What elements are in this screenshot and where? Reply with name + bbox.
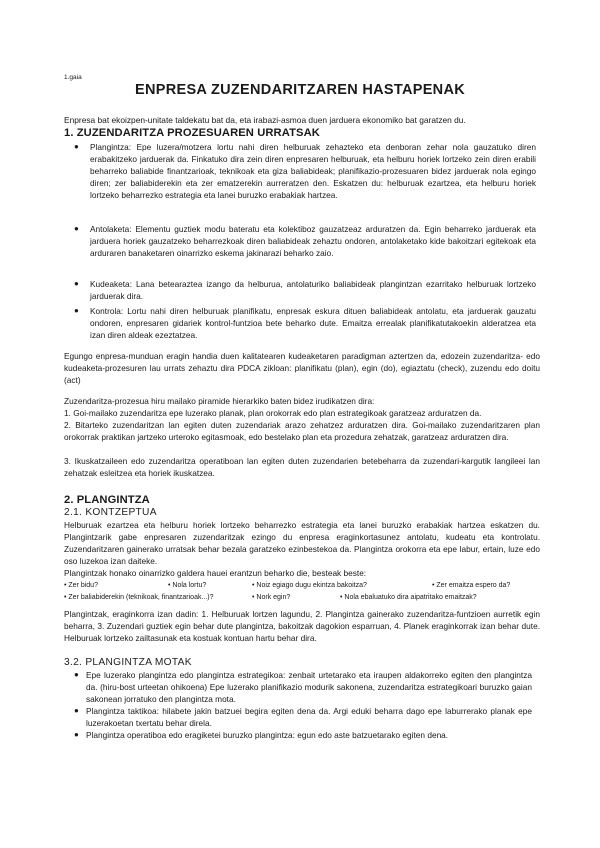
page-label: 1.gaia xyxy=(64,74,82,81)
bullet-plangintza: Plangintza: Epe luzera/motzera lortu nahi diren helburuak zehazteko eta denboran zehar nola gauzatuko diren erabakitzeko jarduerak da. Finkatuko dira zein diren enpresaren helburuak, eta helburu horiek lortzeko zein diren erabili beharreko baliabide finantzarioak, teknikoak eta giza baliabideak; planifikazio-prozesuaren bidez jarduerak nola egingo diren; zer baliabiderekin eta zer ematzerekin aurreratzen den. Eskatzen du: helburuak ezartzea, eta helburu horiek lortzeko beharrezko estrategia eta lanei buruzko erabakiak hartzea. xyxy=(90,142,536,201)
question-item: • Nork egin? xyxy=(252,594,291,601)
pdca-paragraph: Egungo enpresa-munduan eragin handia duen kalitatearen kudeaketaren paradigman aztertzen da, edozein zuzendaritza- edo kudeaketa-prozesuren lau urrats zehaztu dira PDCA zikloan: planifikatu (plan), egin (do), egiaztatu (check), zuzendu edo doitu (act) xyxy=(64,351,540,385)
question-item: • Zer bidu? xyxy=(64,582,98,589)
bullet-kontrola: Kontrola: Lortu nahi diren helburuak planifikatu, enpresak eskura dituen baliabideak antolatu, eta jarduerak gauzatu ondoren, enpresaren gidariek kontrol-funtzioa bete beharko dute. Emaitza errealak planifikatutakoekin alderatzea eta izan diren aldeak ezeztatzea. xyxy=(90,306,536,341)
type-taktikoa: Plangintza taktikoa: hilabete jakin batzuei begira egiten dena da. Argi eduki beharra dago epe laburrerako planak epe luzerakoetan txertatu behar direla. xyxy=(86,706,532,729)
bullet-icon: ● xyxy=(74,279,79,288)
question-item: • Noiz egiago dugu ekintza bakoitza? xyxy=(252,582,367,589)
section1-heading: 1. ZUZENDARITZA PROZESUAREN URRATSAK xyxy=(64,127,320,139)
pyramid-level-2: 2. Bitarteko zuzendaritzan lan egiten duten zuzendariak arazo zehatzez arduratzen dira. Goi-mailako zuzendaritzaren plan orokorrak praktikan jartzeko urteroko egitasmoak, edo bestelako plan eta prozedura zehatzak, garatzeaz arduratzen dira. xyxy=(64,420,540,442)
bullet-icon: ● xyxy=(74,224,79,233)
bullet-icon: ● xyxy=(74,306,79,315)
section2-heading: 2. PLANGINTZA xyxy=(64,494,150,506)
question-item: • Nola lortu? xyxy=(168,582,207,589)
question-item: • Zer baliabiderekin (teknikoak, finantzarioak...)? xyxy=(64,594,214,601)
type-operatiboa: Plangintza operatiboa edo eragiketei buruzko plangintza: egun edo aste batzuetarako egiten dena. xyxy=(86,730,449,740)
bullet-antolaketa: Antolaketa: Elementu guztiek modu bateratu eta kolektiboz gauzatzeaz arduratzen da. Egin beharreko jarduerak eta jarduera horiek gauzatzeko beharrezkoak diren baliabideak zehaztu ondoren, antolaketako kide bakoitzari egitekoak eta arduraren banaketaren oinarrizko eskema jakinarazi beharko zaio. xyxy=(90,224,536,259)
questions-intro: Plangintzak honako oinarrizko galdera hauei erantzun beharko die, besteak beste: xyxy=(64,568,367,578)
bullet-icon: ● xyxy=(74,142,79,151)
bullet-kudeaketa: Kudeaketa: Lana betearaztea izango da helburua, antolaturiko baliabideak plangintzan ezarritako helburuak lortzeko jarduerak dira. xyxy=(90,279,536,302)
kontzeptua-paragraph: Helburuak ezartzea eta helburu horiek lortzeko beharrezko estrategia eta lanei buruzko erabakiak hartzea eskatzen du. Plangintzarik gabe enpresaren zuzendaritzak ezingo du enpresa eraginkortasunez antolatu, kudeatu eta kontrolatu. Zuzendaritzaren gainerako urratsak behar bezala garatzeko ezinbestekoa da. Plangintza orokorra eta epe labur, ertain, luze edo oso luzekoa izan daiteke. xyxy=(64,520,540,566)
eraginkorra-paragraph: Plangintzak, eraginkorra izan dadin: 1. Helburuak lortzen lagundu, 2. Plangintza gainerako zuzendaritza-funtzioen aurretik egin beharra, 3. Zuzendari guztiek egin behar dute plangintza, bakoitzak dagokion esparruan, 4. Planek eraginkorrak izan behar dute. Helburuak lortzeko zailtasunak eta kostuak kontuan hartu behar dira. xyxy=(64,609,540,643)
page-title: ENPRESA ZUZENDARITZAREN HASTAPENAK xyxy=(134,82,465,98)
pyramid-intro: Zuzendaritza-prozesua hiru mailako piramide hierarkiko baten bidez irudikatzen dira: xyxy=(64,396,375,406)
subsection-plangintza-motak: 3.2. PLANGINTZA MOTAK xyxy=(64,657,192,668)
subsection-kontzeptua: 2.1. KONTZEPTUA xyxy=(64,507,157,518)
bullet-icon: ● xyxy=(74,730,79,739)
pyramid-level-3: 3. Ikuskatzaileen edo zuzendaritza operatiboan lan egiten duten zuzendarien betebeharra da zuzendari-kargutik langileei lan zehatzak esleitzea eta horiek ikuskatzea. xyxy=(64,456,540,478)
bullet-icon: ● xyxy=(74,706,79,715)
pyramid-level-1: 1. Goi-mailako zuzendaritza epe luzerako planak, plan orokorrak edo plan estrategikoak garatzeaz arduratzen da. xyxy=(64,408,482,418)
question-item: • Nola ebaluatuko dira aipatritako emaitzak? xyxy=(340,594,477,601)
intro-paragraph: Enpresa bat ekoizpen-unitate taldekatu bat da, eta irabazi-asmoa duen jarduera ekonomiko bat garatzen du. xyxy=(64,115,466,125)
type-estrategikoa: Epe luzerako plangintza edo plangintza estrategikoa: zenbait urtetarako eta iraupen aldakorreko egiten den plangintza da. (hiru-bost urteetan ohikoena) Epe luzerako planifikazio modurik sakonena, zuzendaritza estrategikoari buruzko gaian sakonean jorratuko den plangintza mota. xyxy=(86,670,532,705)
question-item: • Zer emaitza espero da? xyxy=(432,582,511,589)
bullet-icon: ● xyxy=(74,670,79,679)
